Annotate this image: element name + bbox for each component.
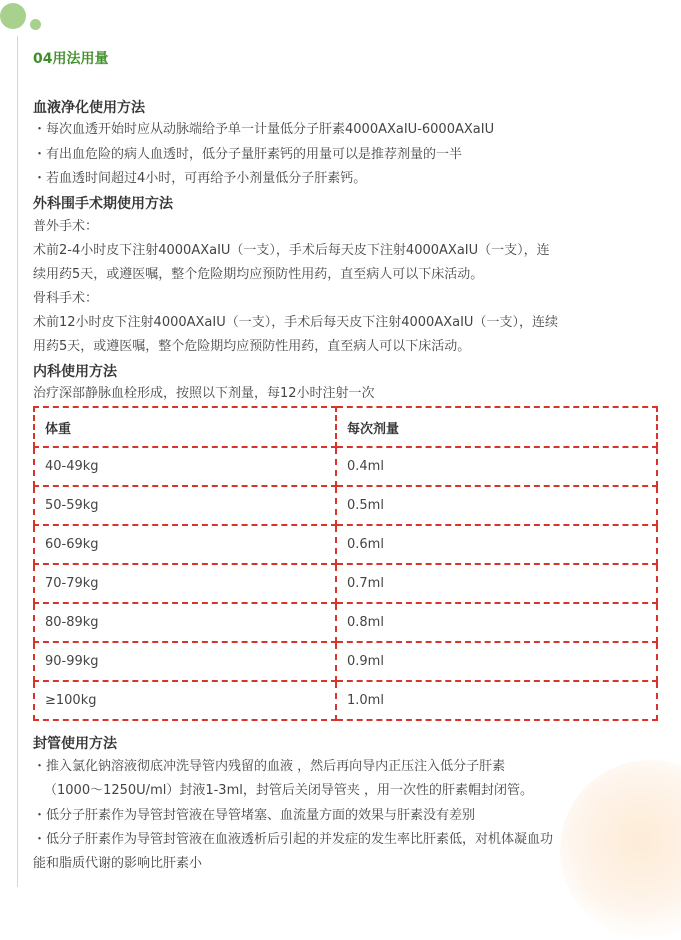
catheter-item-2: ・低分子肝素作为导管封管液在导管堵塞、血流量方面的效果与肝素没有差别: [33, 808, 476, 823]
general-surgery-label: 普外手术：: [33, 219, 99, 234]
dose-cell: 0.5ml: [336, 486, 657, 525]
catheter-title: 封管使用方法: [33, 736, 117, 752]
internal-title: 内科使用方法: [33, 364, 117, 380]
catheter-item-1-line-2: （1000～1250U/ml）封液1-3ml，封管后关闭导管夹 ，用一次性的肝素帽封闭管。: [44, 783, 533, 798]
table-row: [34, 564, 657, 603]
table-row: [34, 525, 657, 564]
general-surgery-line-1: 术前2-4小时皮下注射4000AXaIU（一支），手术后每天皮下注射4000AXaIU（一支），连: [33, 243, 550, 258]
table-row: [34, 603, 657, 642]
blood-purification-item-3: ・若血透时间超过4小时，可再给予小剂量低分子肝素钙。: [33, 171, 367, 186]
dose-cell: 1.0ml: [336, 681, 657, 720]
table-row: [34, 642, 657, 681]
weight-cell: 90-99kg: [34, 642, 336, 681]
table-header-row: [34, 407, 657, 447]
dose-cell: 0.4ml: [336, 447, 657, 486]
weight-cell: 60-69kg: [34, 525, 336, 564]
surgery-title: 外科围手术期使用方法: [33, 196, 173, 212]
weight-cell: ≥100kg: [34, 681, 336, 720]
decor-dot-large: [0, 3, 26, 29]
header-weight: 体重: [34, 407, 336, 447]
internal-intro: 治疗深部静脉血栓形成，按照以下剂量，每12小时注射一次: [33, 386, 375, 401]
blood-purification-item-2: ・有出血危险的病人血透时，低分子量肝素钙的用量可以是推荐剂量的一半: [33, 147, 463, 162]
catheter-item-3-line-1: ・低分子肝素作为导管封管液在血液透析后引起的并发症的发生率比肝素低，对机体凝血功: [33, 832, 554, 847]
decor-dot-small: [30, 19, 41, 30]
general-surgery-line-2: 续用药5天，或遵医嘱，整个危险期均应预防性用药，直至病人可以下床活动。: [33, 267, 484, 282]
catheter-item-3-line-2: 能和脂质代谢的影响比肝素小: [33, 856, 203, 871]
dose-cell: 0.7ml: [336, 564, 657, 603]
blood-purification-title: 血液净化使用方法: [33, 100, 145, 116]
dose-cell: 0.9ml: [336, 642, 657, 681]
dose-cell: 0.8ml: [336, 603, 657, 642]
dosage-table: [33, 406, 658, 721]
table-row: [34, 681, 657, 720]
dose-cell: 0.6ml: [336, 525, 657, 564]
table-row: [34, 486, 657, 525]
ortho-surgery-line-1: 术前12小时皮下注射4000AXaIU（一支），手术后每天皮下注射4000AXaIU（一支），连续: [33, 315, 558, 330]
weight-cell: 70-79kg: [34, 564, 336, 603]
weight-cell: 50-59kg: [34, 486, 336, 525]
weight-cell: 80-89kg: [34, 603, 336, 642]
blood-purification-item-1: ・每次血透开始时应从动脉端给予单一计量低分子肝素4000AXaIU-6000AXaIU: [33, 122, 495, 137]
ortho-surgery-line-2: 用药5天，或遵医嘱，整个危险期均应预防性用药，直至病人可以下床活动。: [33, 339, 471, 354]
catheter-item-1-line-1: ・推入氯化钠溶液彻底冲洗导管内残留的血液 ，然后再向导内正压注入低分子肝素: [33, 759, 506, 774]
table-row: [34, 447, 657, 486]
weight-cell: 40-49kg: [34, 447, 336, 486]
header-dose: 每次剂量: [336, 407, 657, 447]
ortho-surgery-label: 骨科手术：: [33, 291, 99, 306]
decor-vertical-line: [17, 36, 18, 887]
section-number: 04用法用量: [33, 51, 109, 67]
